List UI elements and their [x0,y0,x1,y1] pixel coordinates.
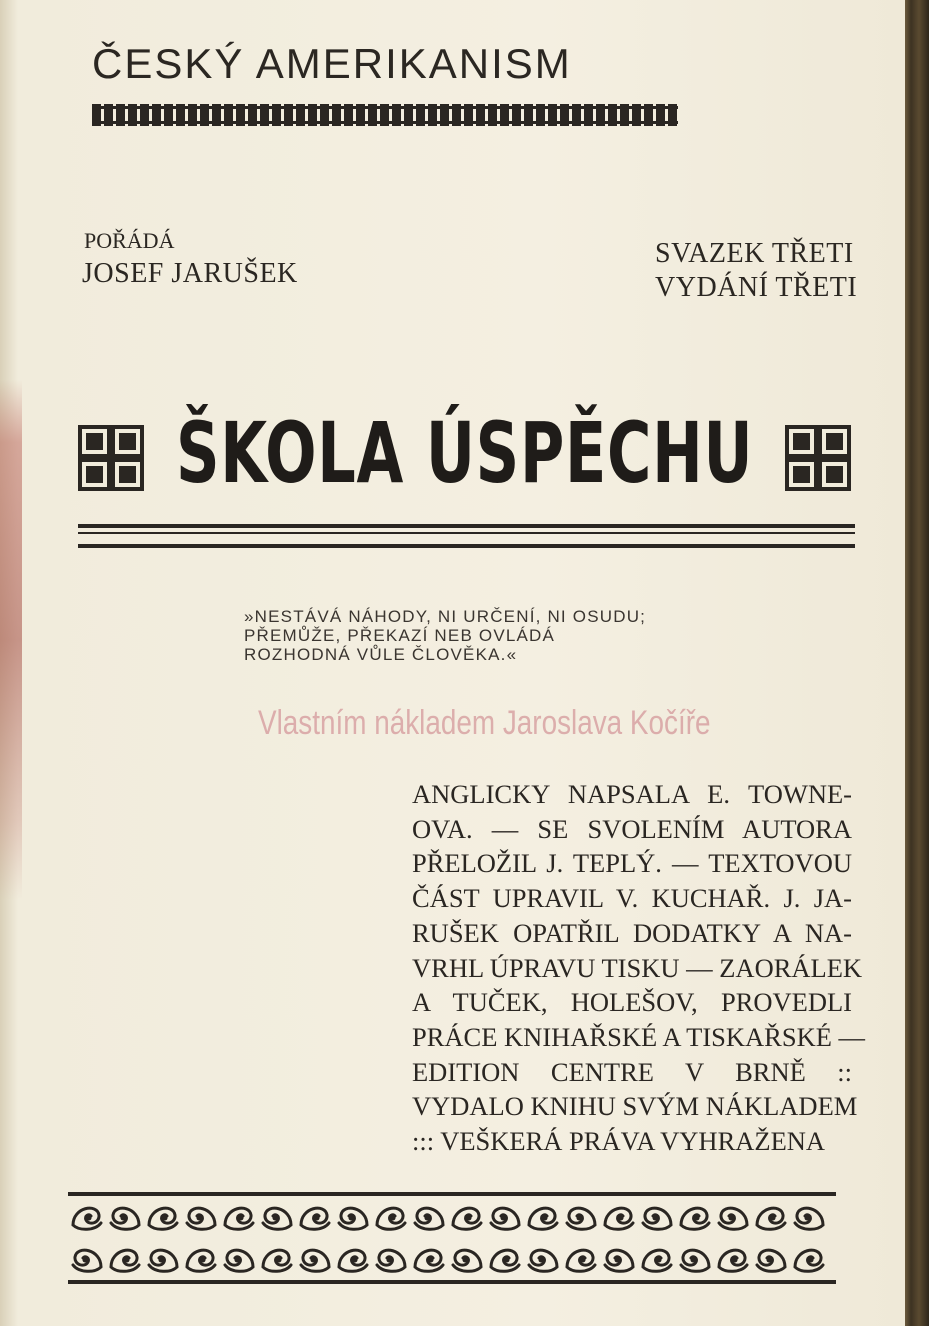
title-rule-bottom [78,544,855,548]
edition-number: VYDÁNÍ TŘETI [655,272,858,303]
motto-line: PŘEMŮŽE, PŘEKAZÍ NEB OVLÁDÁ [244,626,556,645]
colophon-line: ANGLICKY NAPSALA E. TOWNE- [412,779,852,809]
scroll-motif [643,1250,671,1271]
scroll-motif [111,1250,139,1271]
colophon-line: OVA. — SE SVOLENÍM AUTORA [412,813,852,844]
volume-number: SVAZEK TŘETI [655,238,854,269]
colophon-line: ČÁST UPRAVIL V. KUCHAŘ. J. JA- [412,883,852,914]
scroll-motif [491,1250,519,1271]
scroll-motif [529,1208,557,1229]
scroll-motif [377,1250,405,1271]
dotted-rule [92,104,678,126]
scroll-motif [377,1208,405,1229]
scroll-motif [73,1208,101,1229]
scroll-motif [681,1250,709,1271]
title-rule-top [78,524,855,528]
scroll-border-ornament [68,1192,836,1284]
colophon-line: RUŠEK OPATŘIL DODATKY A NA- [412,917,852,948]
scroll-motif [453,1208,481,1229]
book-spine [905,0,929,1326]
scroll-motif [643,1208,671,1229]
scroll-motif [301,1208,329,1229]
scroll-motif [491,1208,519,1229]
book-title: ŠKOLA ÚSPĚCHU [176,404,754,502]
editor-label: POŘÁDÁ [84,228,175,253]
scroll-motif [567,1250,595,1271]
scroll-motif [453,1250,481,1271]
title-rule-middle [78,532,855,534]
scroll-motif [795,1250,823,1271]
scroll-motif [415,1250,443,1271]
scroll-motif [263,1208,291,1229]
quad-square-ornament-left [78,425,144,491]
scroll-pattern [68,1196,828,1280]
colophon-line: PŘELOŽIL J. TEPLÝ. — TEXTOVOU [412,848,852,879]
scroll-motif [719,1208,747,1229]
page-stain [0,380,22,900]
motto-line: ROZHODNÁ VŮLE ČLOVĚKA.« [244,645,518,664]
scroll-motif [111,1208,139,1229]
scroll-motif [795,1208,823,1229]
scroll-motif [339,1208,367,1229]
editor-name: JOSEF JARUŠEK [82,258,298,289]
motto-quote [244,607,646,664]
scroll-motif [225,1208,253,1229]
scroll-motif [529,1250,557,1271]
scroll-motif [605,1208,633,1229]
scroll-motif [757,1208,785,1229]
scroll-motif [73,1250,101,1271]
colophon-line: VRHL ÚPRAVU TISKU — ZAORÁLEK [412,952,863,983]
scroll-motif [187,1250,215,1271]
scroll-motif [719,1250,747,1271]
colophon-line: VYDALO KNIHU SVÝM NÁKLADEM [412,1091,858,1122]
scroll-motif [681,1208,709,1229]
scroll-motif [187,1208,215,1229]
scroll-motif [605,1250,633,1271]
colophon [412,777,866,1159]
scroll-motif [567,1208,595,1229]
scroll-motif [339,1250,367,1271]
colophon-line: A TUČEK, HOLEŠOV, PROVEDLI [412,987,852,1018]
scroll-motif [757,1250,785,1271]
quad-square-ornament-right [785,425,851,491]
colophon-line: PRÁCE KNIHAŘSKÉ A TISKAŘSKÉ — [412,1021,866,1052]
scroll-motif [149,1208,177,1229]
scroll-motif [301,1250,329,1271]
colophon-line: ::: VEŠKERÁ PRÁVA VYHRAŽENA [412,1126,826,1157]
scroll-motif [263,1250,291,1271]
motto-line: »NESTÁVÁ NÁHODY, NI URČENÍ, NI OSUDU; [244,607,647,626]
publisher-stamp: Vlastním nákladem Jaroslava Kočíře [258,704,711,742]
colophon-line: EDITION CENTRE V BRNĚ :: [412,1056,852,1087]
scroll-motif [225,1250,253,1271]
scroll-motif [415,1208,443,1229]
series-title: ČESKÝ AMERIKANISM [92,40,572,87]
scroll-motif [149,1250,177,1271]
